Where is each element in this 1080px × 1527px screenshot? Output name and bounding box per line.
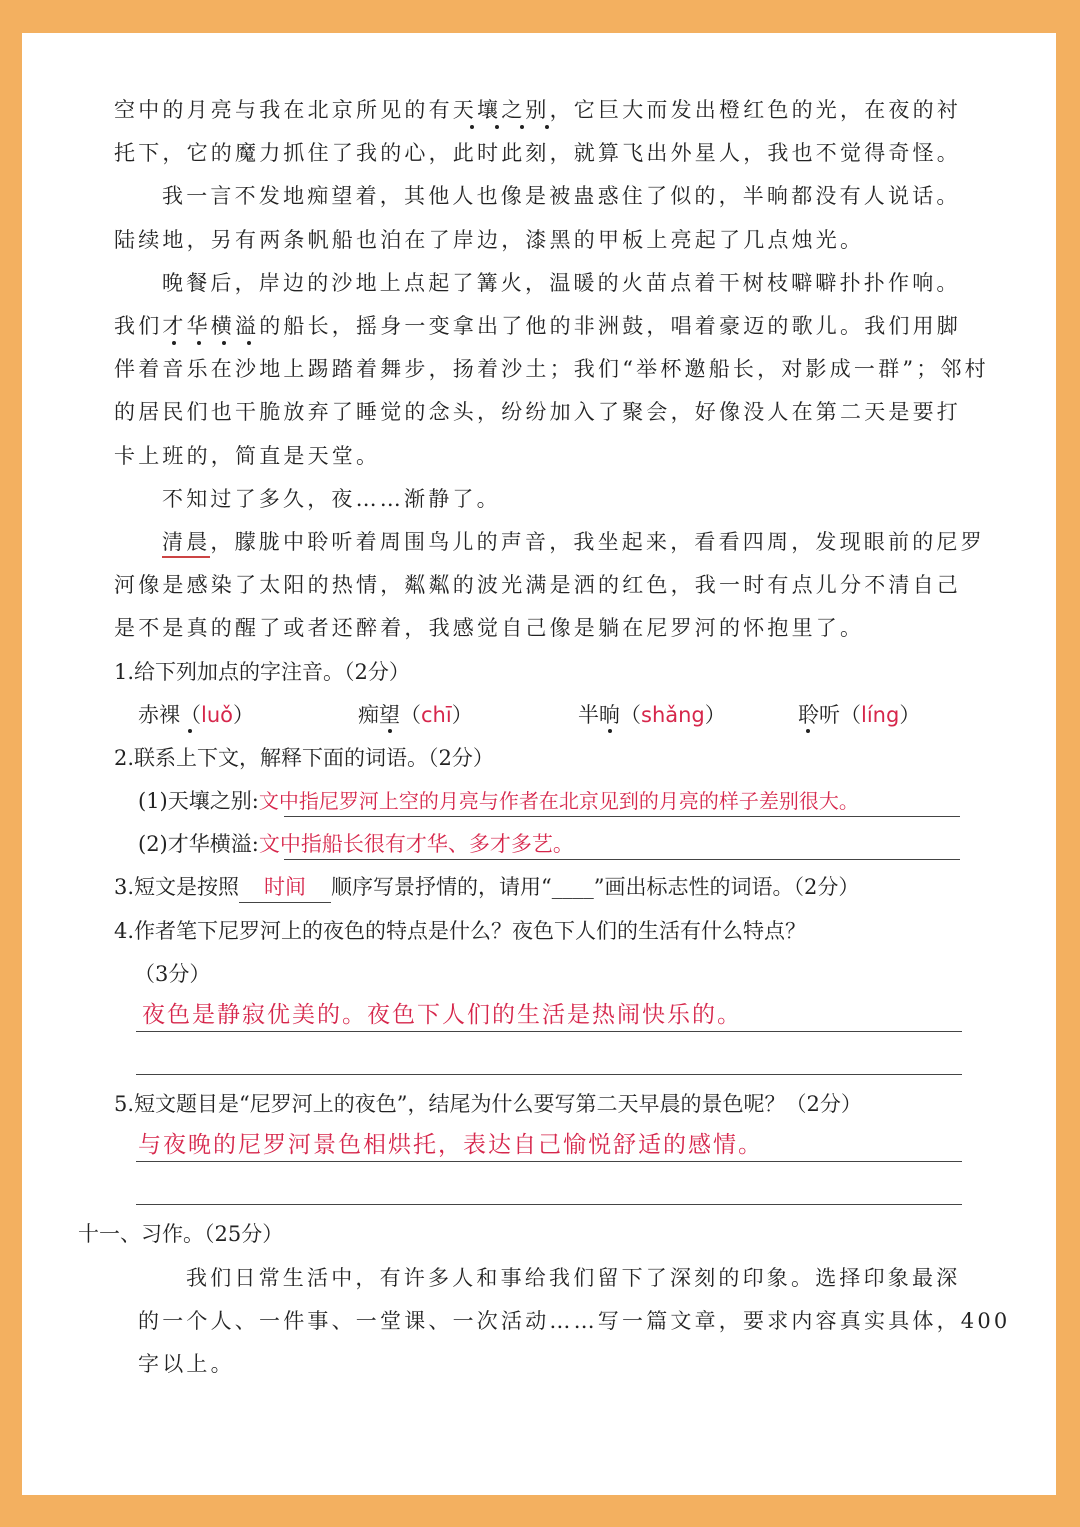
q5-answer: 与夜晚的尼罗河景色相烘托，表达自己愉悦舒适的感情。 <box>138 1132 763 1158</box>
q1-answer: shǎng <box>641 703 705 727</box>
prompt-line: 我们日常生活中，有许多人和事给我们留下了深刻的印象。选择印象最深 <box>186 1266 961 1290</box>
passage-line: 是不是真的醒了或者还醉着，我感觉自己像是躺在尼罗河的怀抱里了。 <box>114 616 865 640</box>
question-4: 4.作者笔下尼罗河上的夜色的特点是什么？夜色下人们的生活有什么特点？ <box>114 919 807 943</box>
q3-answer: 时间 <box>239 872 331 903</box>
question-3: 3.短文是按照 时间 顺序写景抒情的，请用“____”画出标志性的词语。（2分） <box>114 872 859 903</box>
q1-answer: luǒ <box>201 703 233 727</box>
prompt-line: 字以上。 <box>138 1352 235 1376</box>
emphasis-dots <box>608 729 618 735</box>
q2-sub-1: (1)天壤之别:文中指尼罗河上空的月亮与作者在北京见到的月亮的样子差别很大。 <box>138 789 859 813</box>
passage-line: 我一言不发地痴望着，其他人也像是被蛊惑住了似的，半晌都没有人说话。 <box>162 184 961 208</box>
passage-line: 卡上班的，简直是天堂。 <box>114 444 381 468</box>
worksheet-page <box>22 33 1056 1495</box>
passage-line: 陆续地，另有两条帆船也泊在了岸边，漆黑的甲板上亮起了几点烛光。 <box>114 228 865 252</box>
answer-line <box>136 1074 962 1075</box>
passage-line: 我们才华横溢的船长，摇身一变拿出了他的非洲鼓，唱着豪迈的歌儿。我们用脚 <box>114 314 961 338</box>
q1-item: 聆听（líng） <box>798 703 921 727</box>
passage-line: 的居民们也干脆放弃了睡觉的念头，纷纷加入了聚会，好像没人在第二天是要打 <box>114 400 961 424</box>
q1-answer: chī <box>421 703 452 727</box>
passage-line: 伴着音乐在沙地上踢踏着舞步，扬着沙土；我们“举杯邀船长，对影成一群”；邻村 <box>114 357 989 381</box>
passage-line: 不知过了多久，夜……渐静了。 <box>162 487 501 511</box>
emphasis-dots <box>188 729 198 735</box>
q1-answer: líng <box>861 703 900 727</box>
prompt-line: 的一个人、一件事、一堂课、一次活动……写一篇文章，要求内容真实具体，400 <box>138 1309 1011 1333</box>
q1-item: 痴望（chī） <box>358 703 473 727</box>
question-4-score: （3分） <box>134 962 211 986</box>
answer-line <box>136 1031 962 1032</box>
answer-line <box>284 859 960 860</box>
passage-line: 空中的月亮与我在北京所见的有天壤之别，它巨大而发出橙红色的光，在夜的衬 <box>114 98 961 122</box>
emphasis-dots <box>806 729 816 735</box>
q4-answer: 夜色是静寂优美的。夜色下人们的生活是热闹快乐的。 <box>142 1002 742 1028</box>
question-5: 5.短文题目是“尼罗河上的夜色”，结尾为什么要写第二天早晨的景色呢？（2分） <box>114 1092 862 1116</box>
emphasis-dots <box>172 341 272 347</box>
emphasis-dots <box>470 125 570 131</box>
answer-line <box>136 1161 962 1162</box>
passage-line: 晚餐后，岸边的沙地上点起了篝火，温暖的火苗点着干树枝噼噼扑扑作响。 <box>162 271 961 295</box>
q1-item: 半晌（shǎng） <box>578 703 726 727</box>
answer-underline-mark <box>162 553 210 558</box>
passage-line: 河像是感染了太阳的热情，粼粼的波光满是洒的红色，我一时有点儿分不清自己 <box>114 573 961 597</box>
q2-answer: 文中指尼罗河上空的月亮与作者在北京见到的月亮的样子差别很大。 <box>258 789 859 813</box>
question-2: 2.联系上下文，解释下面的词语。（2分） <box>114 746 494 770</box>
q2-answer: 文中指船长很有才华、多才多艺。 <box>258 832 574 856</box>
q1-item: 赤裸（luǒ） <box>138 703 254 727</box>
answer-line <box>136 1204 962 1205</box>
q2-sub-2: (2)才华横溢:文中指船长很有才华、多才多艺。 <box>138 832 574 856</box>
emphasis-dots <box>388 729 398 735</box>
answer-line <box>284 816 960 817</box>
question-1: 1.给下列加点的字注音。（2分） <box>114 660 410 684</box>
section-11-title: 十一、习作。（25分） <box>78 1222 284 1246</box>
passage-line: 清晨，朦胧中聆听着周围鸟儿的声音，我坐起来，看看四周，发现眼前的尼罗 <box>162 530 985 554</box>
passage-line: 托下，它的魔力抓住了我的心，此时此刻，就算飞出外星人，我也不觉得奇怪。 <box>114 141 961 165</box>
